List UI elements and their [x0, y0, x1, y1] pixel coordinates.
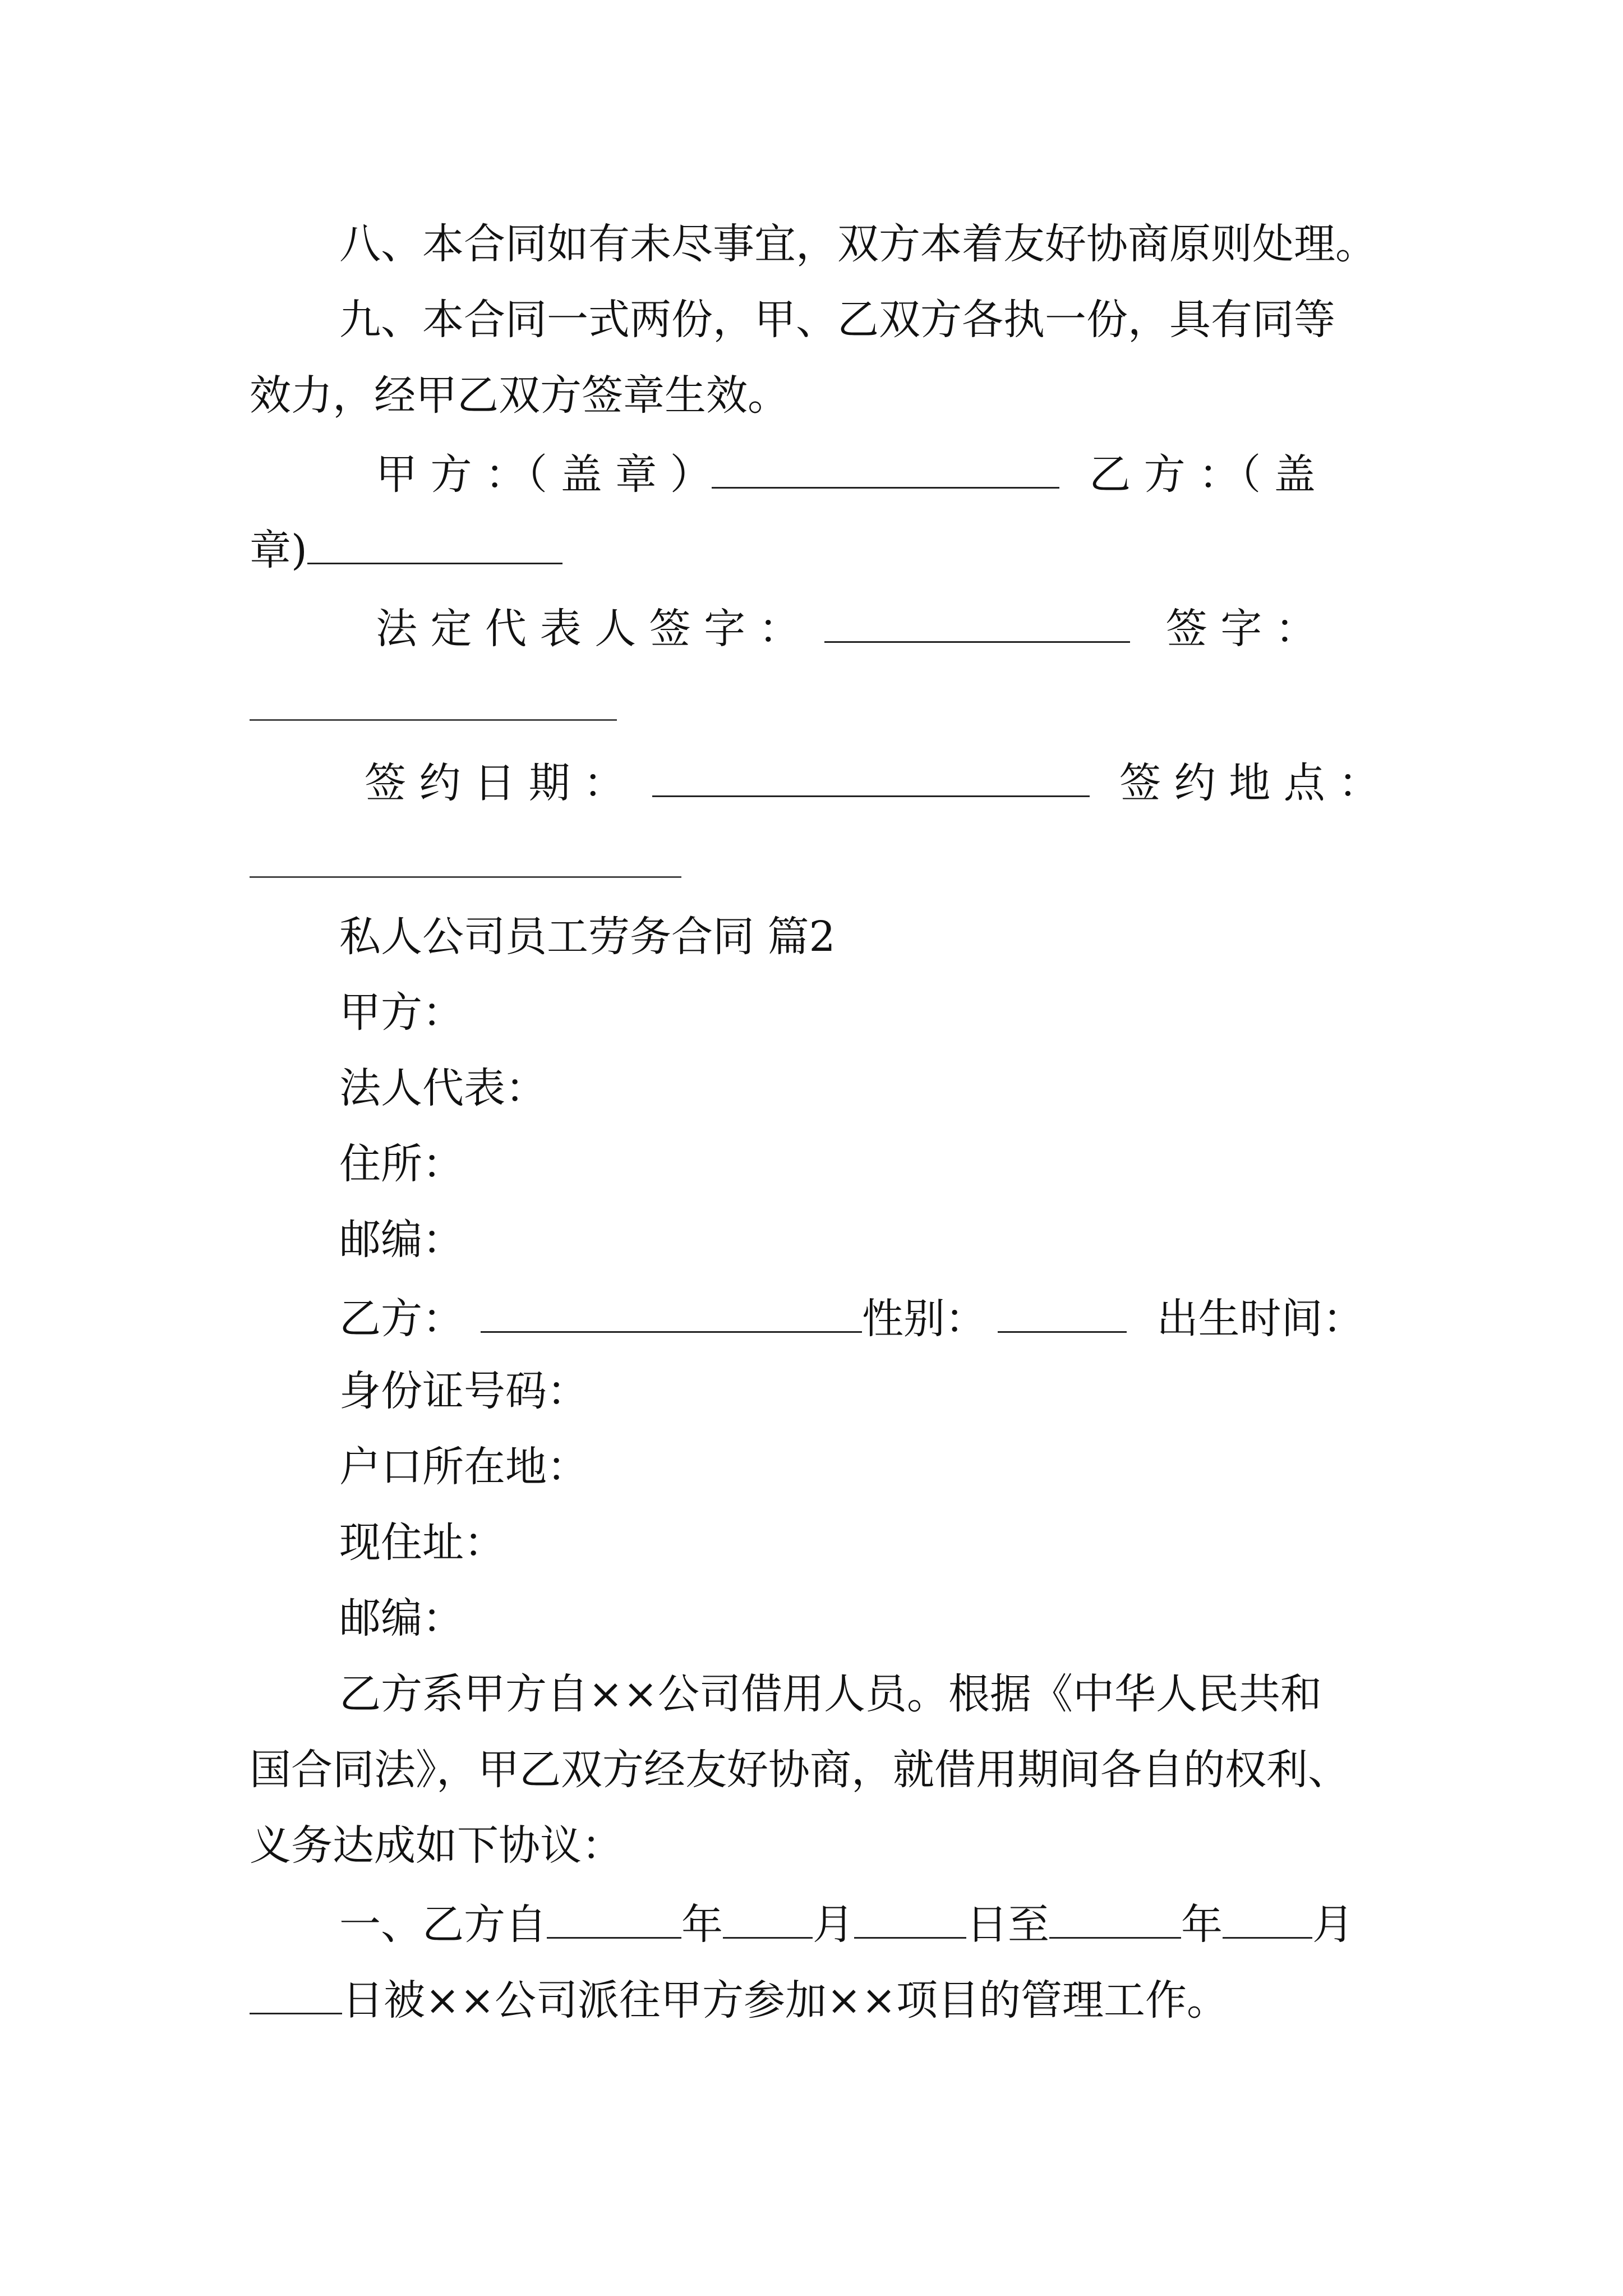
birth-label: 出生时间： — [1156, 1295, 1364, 1343]
party-a-seal-label: 甲 方 ：（ 盖 章 ） — [376, 450, 712, 499]
legal-rep-sign-row — [376, 597, 1385, 657]
party-b-seal-row — [250, 519, 1388, 578]
address-label: 住所： — [339, 1140, 464, 1188]
party-b-seal-label: 乙 方 ：（ 盖 — [1089, 450, 1316, 499]
year2-label: 年 — [1181, 1901, 1223, 1949]
party-b-blank — [481, 1287, 862, 1333]
day1-blank — [854, 1893, 966, 1939]
party-b-seal-blank — [307, 519, 562, 564]
year2-blank — [1049, 1893, 1181, 1939]
id-number-label: 身份证号码： — [339, 1367, 588, 1415]
intro-line2: 国合同法》，甲乙双方经友好协商，就借用期间各自的权利、 — [250, 1746, 1349, 1794]
clause1-end-row — [250, 1969, 1388, 2028]
clause1-row — [339, 1893, 1388, 1953]
party-a-seal-blank — [712, 443, 1059, 489]
year1-blank — [547, 1893, 681, 1939]
clause-nine-line2: 效力，经甲乙双方签章生效。 — [250, 371, 789, 420]
party-a-label: 甲方： — [339, 988, 464, 1037]
party-b-seal-end: 章) — [250, 526, 307, 574]
day1-label: 日至 — [966, 1901, 1049, 1949]
party-b-label: 乙方： — [339, 1295, 464, 1343]
clause1-prefix: 一、乙方自 — [339, 1901, 547, 1949]
gender-blank — [998, 1287, 1127, 1333]
postcode-a-label: 邮编： — [339, 1216, 464, 1264]
hukou-label: 户口所在地： — [339, 1443, 588, 1491]
section2-title: 私人公司员工劳务合同 篇2 — [339, 913, 836, 961]
day2-blank — [250, 1969, 342, 2014]
clause-eight: 八、本合同如有未尽事宜，双方本着友好协商原则处理。 — [339, 220, 1377, 268]
year1-label: 年 — [681, 1901, 723, 1949]
clause1-end: 日被××公司派往甲方参加××项目的管理工作。 — [342, 1976, 1229, 2024]
sign-place-blank-line — [250, 876, 681, 878]
sign-place-label: 签 约 地 点 ： — [1119, 759, 1380, 807]
month2-blank — [1223, 1893, 1312, 1939]
sign-blank-line — [250, 719, 617, 721]
gender-label: 性别： — [862, 1295, 986, 1343]
postcode-b-label: 邮编： — [339, 1594, 464, 1642]
sign-date-label: 签 约 日 期 ： — [365, 759, 625, 807]
sign-label: 签 字 ： — [1165, 605, 1317, 653]
legal-rep-sign-label: 法 定 代 表 人 签 字 ： — [376, 605, 800, 653]
intro-line3: 义务达成如下协议： — [250, 1821, 623, 1870]
month1-blank — [723, 1893, 813, 1939]
party-seal-row — [376, 443, 1385, 503]
month1-label: 月 — [813, 1901, 854, 1949]
month2-label: 月 — [1312, 1901, 1354, 1949]
clause-nine-line1: 九、本合同一式两份，甲、乙双方各执一份，具有同等 — [339, 296, 1335, 344]
sign-date-row — [365, 752, 1385, 811]
legal-rep-label: 法人代表： — [339, 1064, 547, 1112]
legal-rep-sign-blank — [824, 597, 1130, 643]
current-address-label: 现住址： — [339, 1519, 505, 1567]
party-b-row — [339, 1287, 1388, 1347]
intro-line1: 乙方系甲方自××公司借用人员。根据《中华人民共和 — [339, 1670, 1322, 1718]
sign-date-blank — [652, 752, 1090, 797]
